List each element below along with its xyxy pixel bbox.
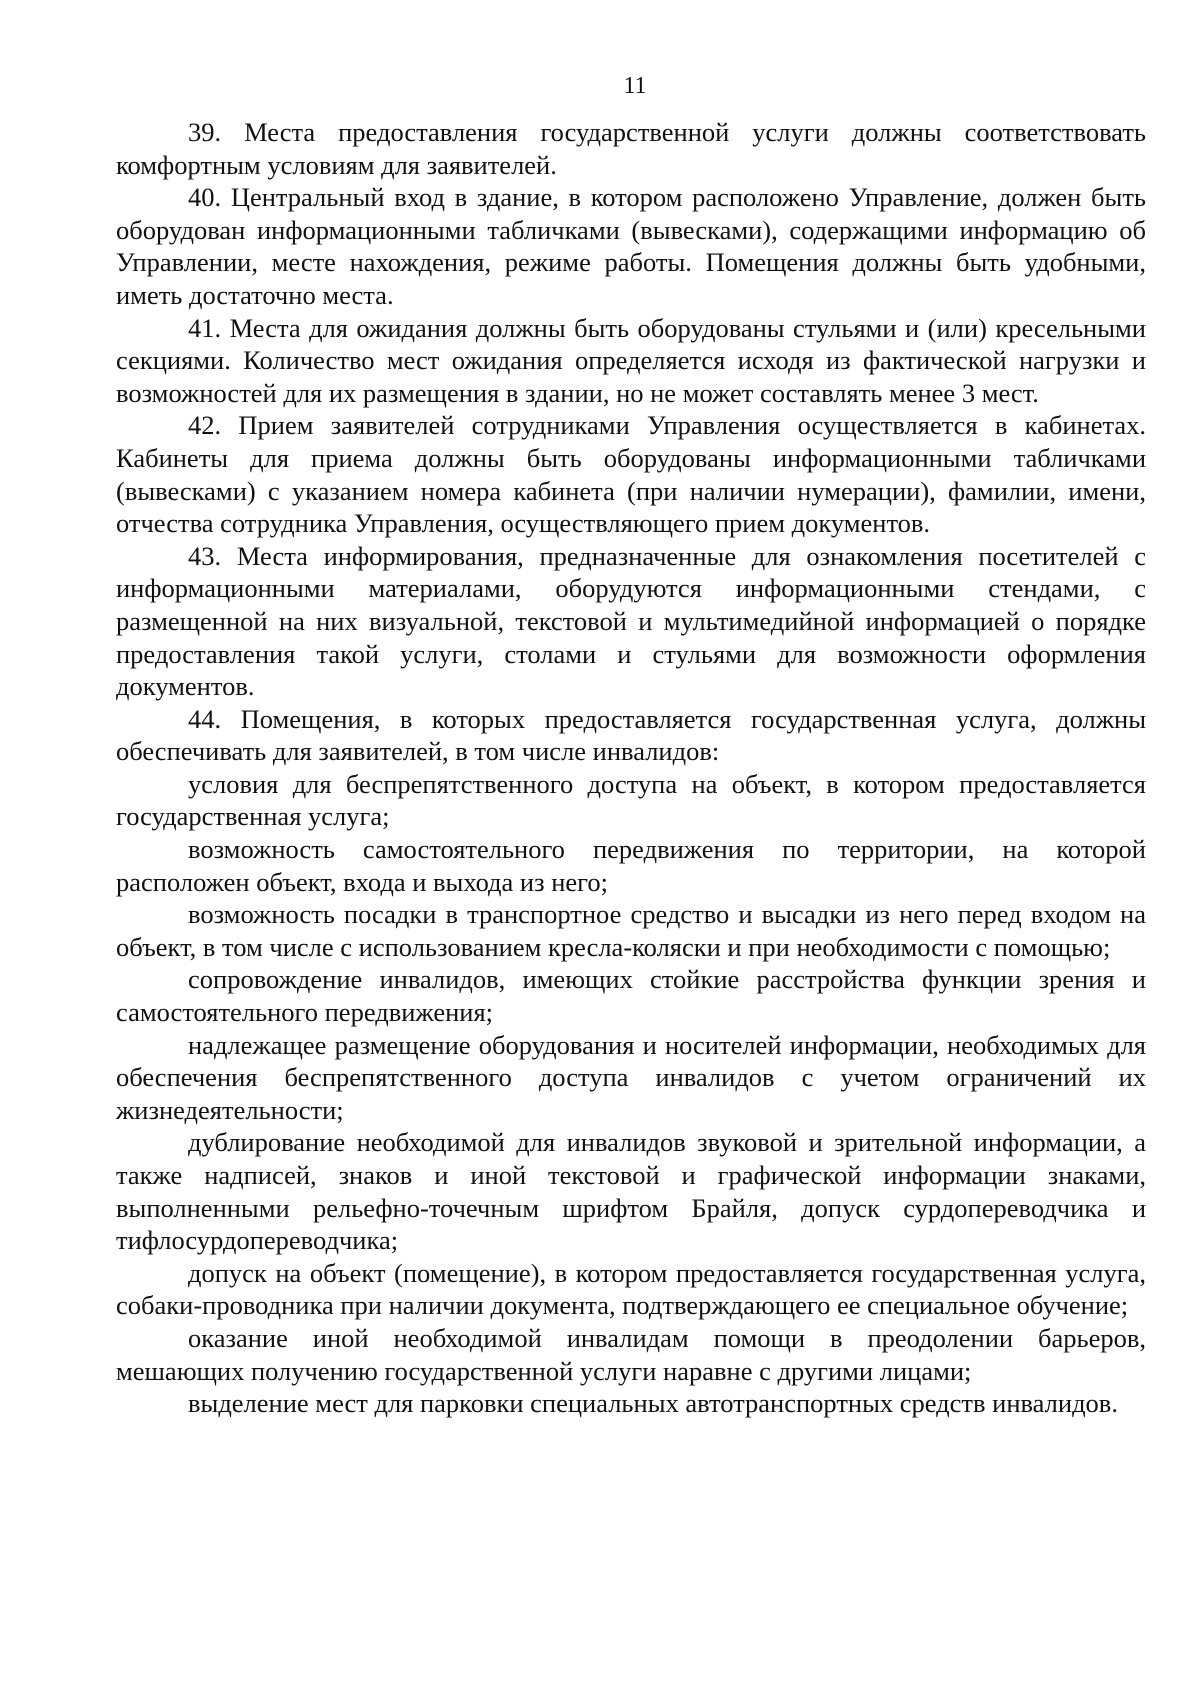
page-number: 11 xyxy=(623,73,647,99)
paragraph-43: 43. Места информирования, предназначенные для ознакомления посетителей с информационными материалами, оборудуются информационными стендами, с размещенной на них визуальной, текстовой и мультимедийной информацией о порядке предоставления такой услуги, столами и стульями для возможности оформления документов. xyxy=(116,540,1146,702)
list-item-access-conditions: условия для беспрепятственного доступа на объект, в котором предоставляется государственная услуга; xyxy=(116,768,1146,832)
document-body xyxy=(116,116,1146,1420)
list-item-parking: выделение мест для парковки специальных автотранспортных средств инвалидов. xyxy=(188,1388,1118,1419)
list-item-independent-movement: возможность самостоятельного передвижения по территории, на которой расположен объект, входа и выхода из него; xyxy=(116,834,1146,897)
list-item-information-duplication: дублирование необходимой для инвалидов звуковой и зрительной информации, а также надписей, знаков и иной текстовой и графической информации знаками, выполненными рельефно-точечным шрифтом Брайля, допуск сурдопереводчика и тифлосурдопереводчика; xyxy=(116,1127,1146,1256)
list-item-equipment-placement: надлежащее размещение оборудования и носителей информации, необходимых для обеспечения беспрепятственного доступа инвалидов с учетом ограничений их жизнедеятельности; xyxy=(116,1029,1146,1125)
list-item-vehicle-boarding: возможность посадки в транспортное средство и высадки из него перед входом на объект, в том числе с использованием кресла-коляски и при необходимости с помощью; xyxy=(116,899,1146,962)
paragraph-44: 44. Помещения, в которых предоставляется государственная услуга, должны обеспечивать для заявителей, в том числе инвалидов: xyxy=(116,703,1146,767)
list-item-other-assistance: оказание иной необходимой инвалидам помощи в преодолении барьеров, мешающих получению государственной услуги наравне с другими лицами; xyxy=(116,1322,1146,1386)
paragraph-42: 42. Прием заявителей сотрудниками Управления осуществляется в кабинетах. Кабинеты для приема должны быть оборудованы информационными табличками (вывесками) с указанием номера кабинета (при наличии нумерации), фамилии, имени, отчества сотрудника Управления, осуществляющего прием документов. xyxy=(116,410,1146,539)
paragraph-40: 40. Центральный вход в здание, в котором расположено Управление, должен быть оборудован информационными табличками (вывесками), содержащими информацию об Управлении, месте нахождения, режиме работы. Помещения должны быть удобными, иметь достаточно места. xyxy=(116,182,1146,310)
paragraph-41: 41. Места для ожидания должны быть оборудованы стульями и (или) кресельными секциями. Количество мест ожидания определяется исходя из фактической нагрузки и возможностей для их размещения в здании, но не может составлять менее 3 мест. xyxy=(116,312,1146,408)
list-item-escort: сопровождение инвалидов, имеющих стойкие расстройства функции зрения и самостоятельного передвижения; xyxy=(116,964,1146,1028)
list-item-guide-dog-admission: допуск на объект (помещение), в котором предоставляется государственная услуга, собаки-проводника при наличии документа, подтверждающего ее специальное обучение; xyxy=(116,1257,1146,1321)
paragraph-39: 39. Места предоставления государственной услуги должны соответствовать комфортным условиям для заявителей. xyxy=(116,117,1146,180)
